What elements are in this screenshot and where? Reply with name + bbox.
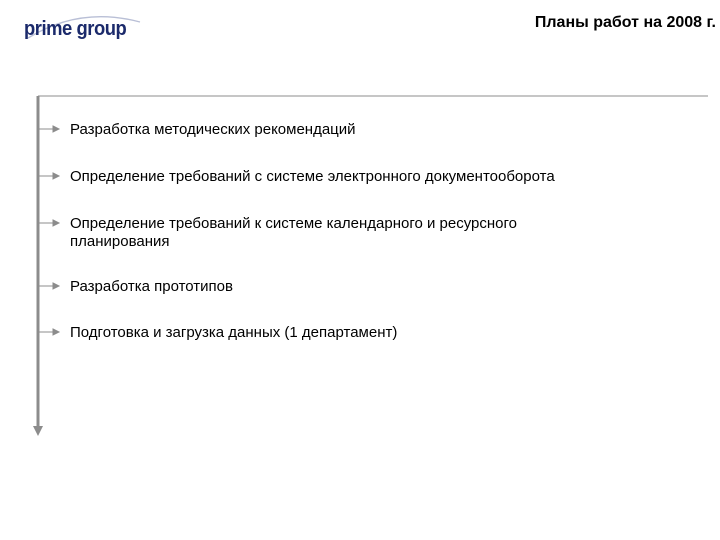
timeline-down-arrow-icon — [33, 426, 43, 436]
list-item: Разработка методических рекомендаций — [70, 121, 356, 138]
item-arrow-head-icon — [53, 283, 59, 289]
item-arrow-head-icon — [53, 126, 59, 132]
logo-text: prime group — [24, 18, 127, 40]
page-title: Планы работ на 2008 г. — [534, 14, 716, 31]
list-item: Подготовка и загрузка данных (1 департамент) — [70, 324, 398, 341]
item-arrow-head-icon — [53, 220, 59, 226]
item-arrow-head-icon — [53, 173, 59, 179]
list-item: Разработка прототипов — [70, 278, 233, 295]
list-item: Определение требований с системе электронного документооборота — [70, 168, 555, 185]
list-item: Определение требований к системе календарного и ресурсного планирования — [70, 215, 517, 250]
item-arrow-head-icon — [53, 329, 59, 335]
